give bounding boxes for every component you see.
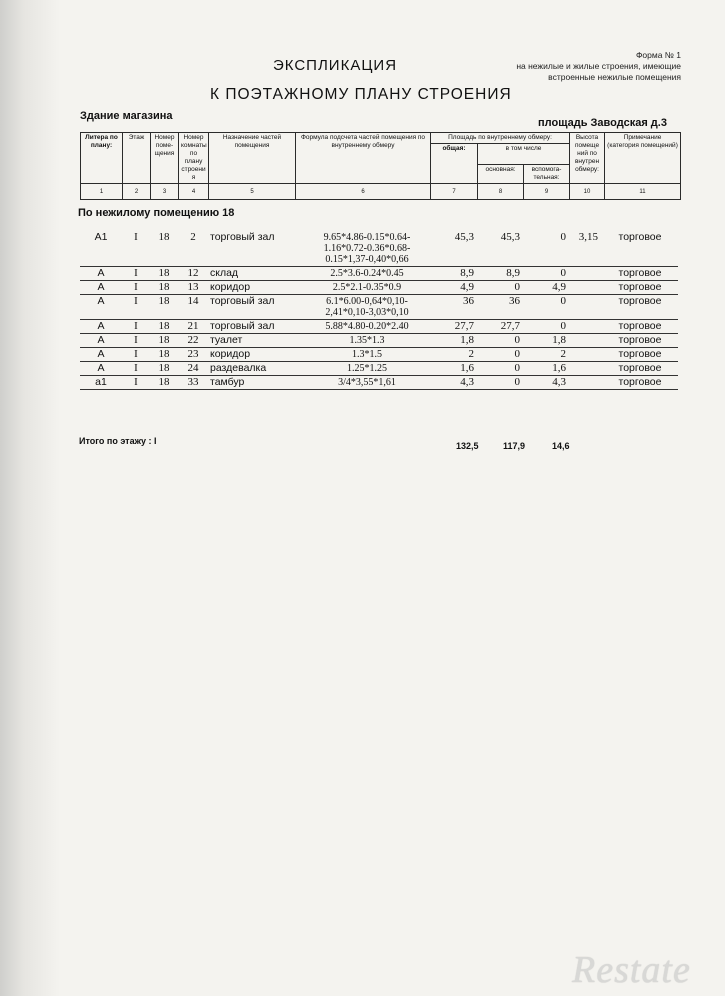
cell-room: 24 (178, 362, 208, 376)
floor-total-main: 117,9 (503, 441, 526, 451)
cell-note: торговое (602, 362, 678, 376)
cell-room: 23 (178, 348, 208, 362)
cell-aux: 0 (524, 231, 570, 267)
hdr-note: Примечание (категория помещений) (605, 133, 681, 184)
cell-aux: 0 (524, 295, 570, 320)
cell-floor: I (122, 348, 150, 362)
table-row (80, 376, 678, 390)
cell-height (570, 376, 602, 390)
explication-rows (80, 231, 678, 390)
cell-floor: I (122, 295, 150, 320)
cell-height (570, 348, 602, 362)
col-num: 10 (570, 184, 605, 200)
section-title: По нежилому помещению 18 (78, 207, 235, 219)
cell-prem: 18 (150, 320, 178, 334)
cell-prem: 18 (150, 231, 178, 267)
cell-height (570, 267, 602, 281)
cell-room: 22 (178, 334, 208, 348)
cell-prem: 18 (150, 281, 178, 295)
cell-name: коридор (208, 348, 303, 362)
cell-name: туалет (208, 334, 303, 348)
cell-formula: 1.25*1.25 (303, 362, 431, 376)
floor-total-area: 132,5 (456, 441, 479, 451)
hdr-formula: Формула подсчета частей помещения по внутреннему обмеру (296, 133, 431, 184)
cell-floor: I (122, 231, 150, 267)
doc-subtitle: К ПОЭТАЖНОМУ ПЛАНУ СТРОЕНИЯ (210, 86, 512, 103)
cell-prem: 18 (150, 348, 178, 362)
cell-lit: А (80, 267, 122, 281)
cell-formula: 1.3*1.5 (303, 348, 431, 362)
cell-name: тамбур (208, 376, 303, 390)
cell-main: 0 (478, 362, 524, 376)
cell-main: 0 (478, 334, 524, 348)
cell-room: 2 (178, 231, 208, 267)
col-num: 11 (605, 184, 681, 200)
col-num: 9 (524, 184, 570, 200)
cell-floor: I (122, 334, 150, 348)
cell-lit: А (80, 281, 122, 295)
cell-prem: 18 (150, 295, 178, 320)
scan-shadow (0, 0, 60, 996)
table-row (80, 320, 678, 334)
cell-room: 13 (178, 281, 208, 295)
cell-total: 2 (431, 348, 478, 362)
cell-floor: I (122, 267, 150, 281)
hdr-total: общая: (431, 144, 478, 184)
cell-lit: А (80, 362, 122, 376)
cell-total: 36 (431, 295, 478, 320)
cell-height (570, 362, 602, 376)
hdr-column-numbers (81, 184, 681, 200)
cell-lit: А (80, 334, 122, 348)
table-row (80, 295, 678, 320)
cell-prem: 18 (150, 362, 178, 376)
cell-total: 1,6 (431, 362, 478, 376)
form-number: Форма № 1 (635, 50, 681, 60)
cell-note: торговое (602, 376, 678, 390)
table-row (80, 362, 678, 376)
table-row (80, 348, 678, 362)
floor-total-label: Итого по этажу : I (79, 436, 157, 446)
cell-prem: 18 (150, 267, 178, 281)
cell-room: 21 (178, 320, 208, 334)
cell-aux: 1,8 (524, 334, 570, 348)
table-row (80, 267, 678, 281)
cell-name: торговый зал (208, 231, 303, 267)
doc-title: ЭКСПЛИКАЦИЯ (273, 57, 398, 74)
cell-lit: А (80, 320, 122, 334)
col-num: 5 (209, 184, 296, 200)
cell-main: 0 (478, 281, 524, 295)
cell-lit: А1 (80, 231, 122, 267)
col-num: 8 (478, 184, 524, 200)
cell-aux: 4,9 (524, 281, 570, 295)
cell-total: 45,3 (431, 231, 478, 267)
cell-name: коридор (208, 281, 303, 295)
cell-height: 3,15 (570, 231, 602, 267)
cell-name: торговый зал (208, 295, 303, 320)
building-address: площадь Заводская д.3 (538, 117, 667, 129)
cell-room: 33 (178, 376, 208, 390)
cell-formula: 9.65*4.86-0.15*0.64-1.16*0.72-0.36*0.68-0.15*1,37-0,40*0,66 (303, 231, 431, 267)
cell-room: 12 (178, 267, 208, 281)
cell-main: 0 (478, 376, 524, 390)
cell-main: 27,7 (478, 320, 524, 334)
watermark-logo: Restate (572, 949, 691, 991)
col-num: 7 (431, 184, 478, 200)
cell-aux: 1,6 (524, 362, 570, 376)
cell-formula: 3/4*3,55*1,61 (303, 376, 431, 390)
cell-height (570, 334, 602, 348)
cell-formula: 1.35*1.3 (303, 334, 431, 348)
col-num: 3 (151, 184, 179, 200)
cell-room: 14 (178, 295, 208, 320)
cell-height (570, 320, 602, 334)
cell-lit: а1 (80, 376, 122, 390)
cell-floor: I (122, 376, 150, 390)
cell-name: раздевалка (208, 362, 303, 376)
hdr-aux: вспомога-тельная: (524, 165, 570, 184)
table-row (80, 334, 678, 348)
cell-note: торговое (602, 348, 678, 362)
cell-aux: 2 (524, 348, 570, 362)
cell-floor: I (122, 362, 150, 376)
cell-note: торговое (602, 281, 678, 295)
cell-main: 36 (478, 295, 524, 320)
cell-main: 45,3 (478, 231, 524, 267)
table-row (80, 231, 678, 267)
cell-name: склад (208, 267, 303, 281)
cell-total: 1,8 (431, 334, 478, 348)
floor-total-aux: 14,6 (552, 441, 570, 451)
cell-lit: А (80, 295, 122, 320)
cell-aux: 0 (524, 267, 570, 281)
cell-floor: I (122, 320, 150, 334)
cell-note: торговое (602, 320, 678, 334)
cell-note: торговое (602, 231, 678, 267)
cell-total: 4,3 (431, 376, 478, 390)
cell-floor: I (122, 281, 150, 295)
hdr-height: Высота помеще ний по внутрен обмеру: (570, 133, 605, 184)
table-row (80, 281, 678, 295)
form-line-1: на нежилые и жилые строения, имеющие (516, 61, 681, 71)
cell-note: торговое (602, 334, 678, 348)
hdr-floor: Этаж (123, 133, 151, 184)
col-num: 2 (123, 184, 151, 200)
col-num: 6 (296, 184, 431, 200)
form-line-2: встроенные нежилые помещения (548, 72, 681, 82)
hdr-premise: Номер поме-щения (151, 133, 179, 184)
cell-height (570, 295, 602, 320)
cell-formula: 5.88*4.80-0.20*2.40 (303, 320, 431, 334)
building-name: Здание магазина (80, 110, 173, 122)
cell-formula: 2.5*3.6-0.24*0.45 (303, 267, 431, 281)
hdr-purpose: Назначение частей помещения (209, 133, 296, 184)
hdr-incl: в том числе (478, 144, 570, 165)
cell-formula: 2.5*2.1-0.35*0.9 (303, 281, 431, 295)
cell-note: торговое (602, 295, 678, 320)
col-num: 1 (81, 184, 123, 200)
explication-header-table (80, 132, 681, 200)
cell-prem: 18 (150, 334, 178, 348)
cell-total: 4,9 (431, 281, 478, 295)
form-note (505, 50, 681, 83)
cell-total: 8,9 (431, 267, 478, 281)
hdr-area-group: Площадь по внутреннему обмеру: (431, 133, 570, 144)
hdr-room: Номер комнаты по плану строени я (179, 133, 209, 184)
col-num: 4 (179, 184, 209, 200)
hdr-main: основная: (478, 165, 524, 184)
cell-main: 8,9 (478, 267, 524, 281)
cell-lit: А (80, 348, 122, 362)
cell-prem: 18 (150, 376, 178, 390)
cell-height (570, 281, 602, 295)
cell-main: 0 (478, 348, 524, 362)
cell-total: 27,7 (431, 320, 478, 334)
cell-formula: 6.1*6.00-0,64*0,10-2,41*0,10-3,03*0,10 (303, 295, 431, 320)
cell-name: торговый зал (208, 320, 303, 334)
cell-aux: 4,3 (524, 376, 570, 390)
cell-aux: 0 (524, 320, 570, 334)
hdr-litera: Литера по плану: (81, 133, 123, 184)
cell-note: торговое (602, 267, 678, 281)
